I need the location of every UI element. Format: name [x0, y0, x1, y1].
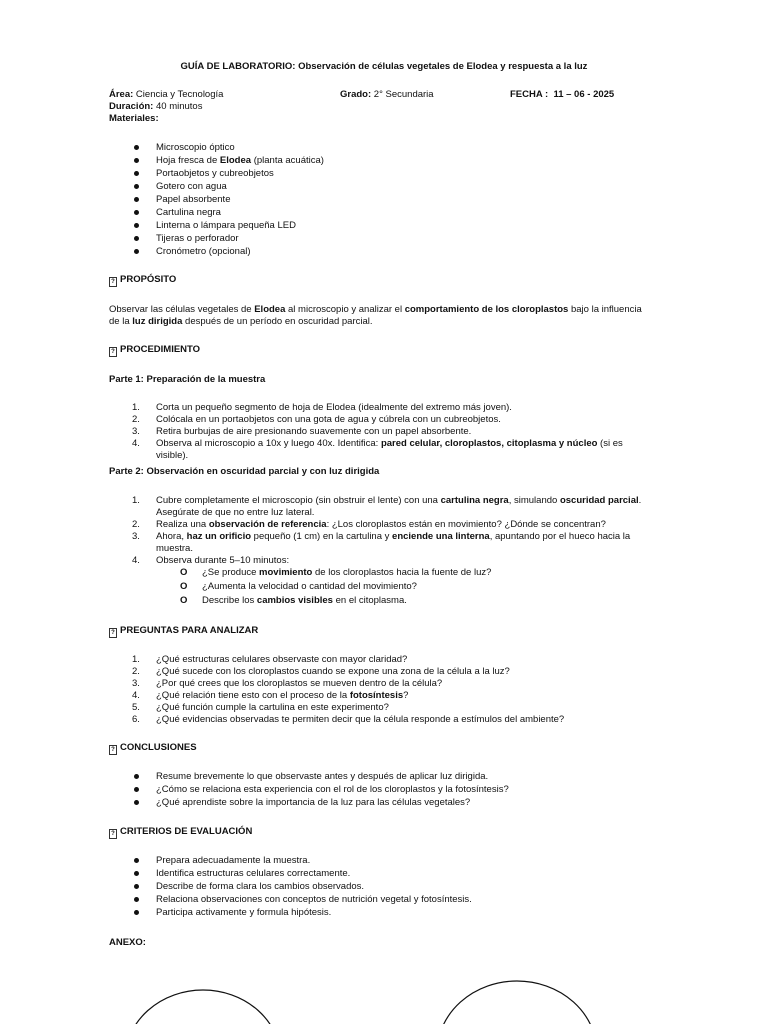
- anexo-label: ANEXO:: [109, 937, 146, 948]
- numbered-item: [132, 666, 656, 678]
- fecha-value: 11 – 06 - 2025: [548, 89, 615, 100]
- body-text: ?: [403, 690, 409, 701]
- emphasis-text: haz un orificio: [186, 531, 252, 542]
- list-item: [156, 907, 656, 920]
- fecha-field: [510, 89, 614, 101]
- body-text: ¿Aumenta la velocidad o cantidad del movimiento?: [202, 581, 417, 592]
- list-item: [156, 194, 656, 207]
- anexo-drawing-area: [0, 960, 768, 1024]
- body-text: Observar las células vegetales de: [109, 304, 255, 315]
- item-number: 3.: [132, 426, 140, 437]
- sub-marker: O: [180, 595, 188, 606]
- sub-marker: O: [180, 581, 188, 592]
- body-text: de los cloroplastos hacia la fuente de luz?: [312, 567, 492, 578]
- item-number: 3.: [132, 531, 140, 542]
- numbered-item: [132, 519, 656, 531]
- body-text: Papel absorbente: [156, 194, 231, 205]
- numbered-item: [132, 438, 656, 462]
- body-text: , apuntando por el hueco hacia la muestra.: [156, 531, 631, 554]
- grado-label: Grado:: [340, 89, 372, 100]
- body-text: bajo la influencia de la: [109, 304, 642, 327]
- body-text: Cubre completamente el microscopio (sin obstruir el lente) con una: [156, 495, 441, 506]
- section-glyph: ?: [109, 347, 117, 357]
- body-text: ¿Qué evidencias observadas te permiten decir que la célula responde a estímulos del ambiente?: [156, 714, 565, 725]
- section-glyph: ?: [109, 745, 117, 755]
- emphasis-text: observación de referencia: [208, 519, 327, 530]
- numbered-item: [132, 714, 656, 726]
- body-text: ¿Se produce: [202, 567, 260, 578]
- emphasis-text: Elodea: [254, 304, 286, 315]
- body-text: ¿Qué estructuras celulares observaste con mayor claridad?: [156, 654, 408, 665]
- list-item: [156, 771, 656, 784]
- body-text: Observa al microscopio a 10x y luego 40x. Identifica:: [156, 438, 381, 449]
- grado-field: [340, 89, 434, 101]
- body-text: Identifica estructuras celulares correctamente.: [156, 868, 351, 879]
- body-text: Relaciona observaciones con conceptos de nutrición vegetal y fotosíntesis.: [156, 894, 472, 905]
- duracion-label: Duración:: [109, 101, 154, 112]
- numbered-item: [132, 531, 656, 555]
- area-value: Ciencia y Tecnología: [133, 89, 224, 100]
- body-text: ¿Qué sucede con los cloroplastos cuando se expone una zona de la célula a la luz?: [156, 666, 510, 677]
- duracion-value: 40 minutos: [153, 101, 203, 112]
- title-rest: Observación de células vegetales de Elodea y respuesta a la luz: [295, 61, 588, 72]
- list-item: [156, 868, 656, 881]
- list-item: [156, 246, 656, 259]
- proposito-paragraph: [109, 304, 654, 328]
- item-number: 4.: [132, 438, 140, 449]
- item-number: 2.: [132, 519, 140, 530]
- preguntas-list: [132, 654, 656, 726]
- conclusiones-heading-text: CONCLUSIONES: [120, 742, 197, 753]
- body-text: ¿Qué función cumple la cartulina en este experimento?: [156, 702, 389, 713]
- list-item: [156, 881, 656, 894]
- fecha-label: FECHA :: [510, 89, 549, 100]
- list-item: [156, 168, 656, 181]
- list-item: [156, 155, 656, 168]
- grado-value: 2° Secundaria: [371, 89, 434, 100]
- emphasis-text: cartulina negra: [440, 495, 509, 506]
- body-text: al microscopio y analizar el: [285, 304, 405, 315]
- item-number: 2.: [132, 414, 140, 425]
- section-glyph: ?: [109, 829, 117, 839]
- emphasis-text: comportamiento de los cloroplastos: [404, 304, 569, 315]
- list-item: [156, 855, 656, 868]
- item-number: 4.: [132, 555, 140, 566]
- emphasis-text: Elodea: [219, 155, 252, 166]
- numbered-item: [132, 555, 656, 609]
- body-text: ¿Cómo se relaciona esta experiencia con el rol de los cloroplastos y la fotosíntesis?: [156, 784, 509, 795]
- body-text: Tijeras o perforador: [156, 233, 239, 244]
- list-item: [156, 797, 656, 810]
- section-glyph: ?: [109, 628, 117, 638]
- numbered-item: [132, 414, 656, 426]
- body-text: ¿Qué aprendiste sobre la importancia de la luz para las células vegetales?: [156, 797, 471, 808]
- proposito-heading-text: PROPÓSITO: [120, 274, 177, 285]
- body-text: (planta acuática): [251, 155, 324, 166]
- emphasis-text: pared celular, cloroplastos, citoplasma y núcleo: [380, 438, 598, 449]
- body-text: Observa durante 5–10 minutos:: [156, 555, 290, 566]
- body-text: Retira burbujas de aire presionando suavemente con un papel absorbente.: [156, 426, 472, 437]
- title-lead: GUÍA DE LABORATORIO:: [180, 61, 296, 72]
- body-text: Ahora,: [156, 531, 187, 542]
- body-text: Microscopio óptico: [156, 142, 235, 153]
- list-item: [156, 233, 656, 246]
- numbered-item: [132, 426, 656, 438]
- body-text: Colócala en un portaobjetos con una gota de agua y cúbrela con un cubreobjetos.: [156, 414, 501, 425]
- preguntas-heading-text: PREGUNTAS PARA ANALIZAR: [120, 625, 259, 636]
- item-number: 4.: [132, 690, 140, 701]
- body-text: Corta un pequeño segmento de hoja de Elodea (idealmente del extremo más joven).: [156, 402, 512, 413]
- criterios-heading: [109, 826, 252, 839]
- conclusiones-heading: [109, 742, 197, 755]
- materiales-list: [156, 142, 656, 259]
- proposito-heading: [109, 274, 176, 287]
- body-text: Describe los: [202, 595, 257, 606]
- criterios-list: [156, 855, 656, 920]
- body-text: , simulando: [508, 495, 560, 506]
- item-number: 2.: [132, 666, 140, 677]
- body-text: ¿Por qué crees que los cloroplastos se mueven dentro de la célula?: [156, 678, 443, 689]
- sub-marker: O: [180, 567, 188, 578]
- body-text: Resume brevemente lo que observaste antes y después de aplicar luz dirigida.: [156, 771, 489, 782]
- item-number: 1.: [132, 495, 140, 506]
- body-text: Cartulina negra: [156, 207, 221, 218]
- parte1-title: Parte 1: Preparación de la muestra: [109, 374, 266, 385]
- preguntas-heading: [109, 625, 258, 638]
- conclusiones-list: [156, 771, 656, 810]
- body-text: (si es visible).: [156, 438, 623, 461]
- parte2-steps: [132, 495, 656, 609]
- body-text: Portaobjetos y cubreobjetos: [156, 168, 274, 179]
- body-text: Linterna o lámpara pequeña LED: [156, 220, 296, 231]
- anexo-circle-right: [437, 981, 597, 1024]
- list-item: [156, 894, 656, 907]
- body-text: Participa activamente y formula hipótesis.: [156, 907, 332, 918]
- procedimiento-heading: [109, 344, 200, 357]
- item-number: 1.: [132, 654, 140, 665]
- emphasis-text: luz dirigida: [132, 316, 183, 327]
- list-item: [156, 784, 656, 797]
- list-item: [156, 220, 656, 233]
- area-field: [109, 89, 223, 101]
- numbered-item: [132, 495, 656, 519]
- body-text: Prepara adecuadamente la muestra.: [156, 855, 311, 866]
- emphasis-text: enciende una linterna: [392, 531, 490, 542]
- numbered-item: [132, 690, 656, 702]
- numbered-item: [132, 702, 656, 714]
- page-title: [0, 61, 768, 73]
- numbered-item: [132, 402, 656, 414]
- procedimiento-heading-text: PROCEDIMIENTO: [120, 344, 201, 355]
- body-text: Cronómetro (opcional): [156, 246, 251, 257]
- emphasis-text: movimiento: [259, 567, 313, 578]
- duracion-field: [109, 101, 202, 113]
- sub-list-item: [180, 581, 656, 595]
- body-text: ¿Qué relación tiene esto con el proceso de la: [156, 690, 350, 701]
- item-number: 6.: [132, 714, 140, 725]
- area-label: Área:: [109, 89, 134, 100]
- emphasis-text: fotosíntesis: [349, 690, 404, 701]
- anexo-circle-left: [125, 990, 281, 1024]
- numbered-item: [132, 678, 656, 690]
- body-text: Gotero con agua: [156, 181, 227, 192]
- body-text: Describe de forma clara los cambios observados.: [156, 881, 365, 892]
- criterios-heading-text: CRITERIOS DE EVALUACIÓN: [120, 826, 253, 837]
- list-item: [156, 207, 656, 220]
- body-text: pequeño (1 cm) en la cartulina y: [251, 531, 393, 542]
- sub-list-item: [180, 567, 656, 581]
- item-number: 3.: [132, 678, 140, 689]
- body-text: . Asegúrate de que no entre luz lateral.: [156, 495, 642, 518]
- section-glyph: ?: [109, 277, 117, 287]
- list-item: [156, 181, 656, 194]
- sub-list-item: [180, 595, 656, 609]
- observation-sublist: [180, 567, 656, 609]
- list-item: [156, 142, 656, 155]
- body-text: en el citoplasma.: [332, 595, 407, 606]
- materiales-label: Materiales:: [109, 113, 159, 124]
- item-number: 5.: [132, 702, 140, 713]
- parte2-title: Parte 2: Observación en oscuridad parcial y con luz dirigida: [109, 466, 380, 477]
- emphasis-text: cambios visibles: [256, 595, 333, 606]
- body-text: Hoja fresca de: [156, 155, 220, 166]
- parte1-steps: [132, 402, 656, 462]
- item-number: 1.: [132, 402, 140, 413]
- body-text: Realiza una: [156, 519, 209, 530]
- body-text: después de un período en oscuridad parcial.: [182, 316, 373, 327]
- numbered-item: [132, 654, 656, 666]
- emphasis-text: oscuridad parcial: [559, 495, 639, 506]
- body-text: : ¿Los cloroplastos están en movimiento? ¿Dónde se concentran?: [326, 519, 606, 530]
